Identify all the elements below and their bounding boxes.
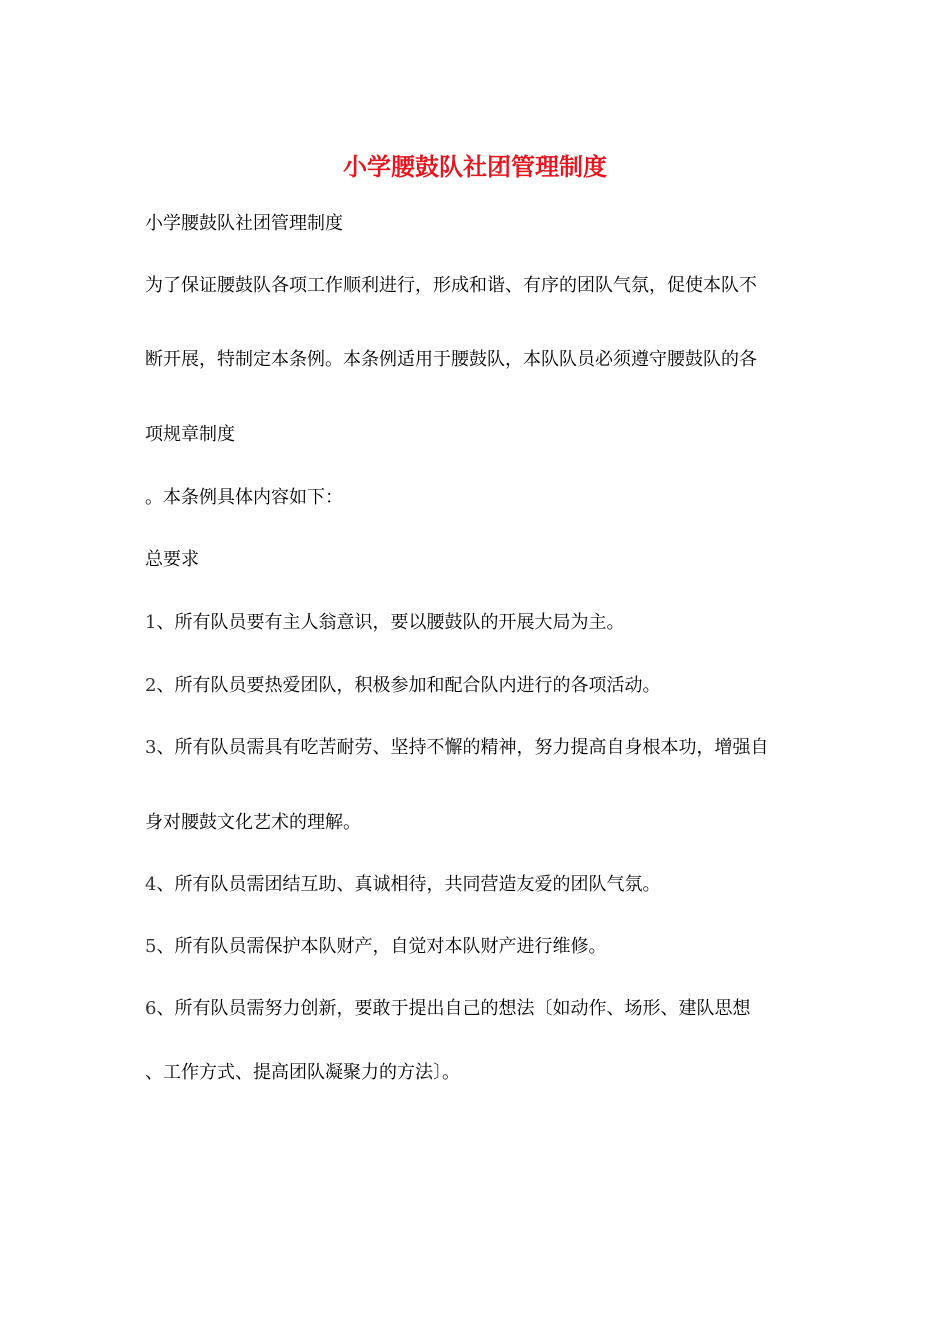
rule-text: 所有队员需具有吃苦耐劳、坚持不懈的精神，努力提高自身根本功，增强自 [174, 737, 769, 758]
rule-item-3 [145, 735, 825, 761]
rule-text: 所有队员需团结互助、真诚相待，共同营造友爱的团队气氛。 [174, 874, 661, 895]
rule-text: 所有队员需保护本队财产，自觉对本队财产进行维修。 [174, 936, 607, 957]
rule-separator: 、 [156, 612, 175, 633]
section-heading: 总要求 [145, 549, 199, 570]
rule-number: 3 [145, 737, 157, 758]
subtitle-line: 小学腰鼓队社团管理制度 [145, 213, 343, 234]
rule-item-3-continuation: 身对腰鼓文化艺术的理解。 [145, 812, 361, 833]
rule-separator: 、 [156, 675, 175, 696]
document-title: 小学腰鼓队社团管理制度 [343, 152, 607, 181]
rule-text: 所有队员需努力创新，要敢于提出自己的想法〔如动作、场形、建队思想 [174, 998, 751, 1019]
rule-number: 5 [145, 936, 157, 957]
intro-line-4: 。本条例具体内容如下： [145, 487, 343, 508]
rule-text: 所有队员要热爱团队，积极参加和配合队内进行的各项活动。 [174, 675, 661, 696]
rule-number: 4 [145, 874, 157, 895]
rule-separator: 、 [156, 936, 175, 957]
rule-item-5 [145, 934, 825, 960]
rule-item-1 [145, 610, 825, 636]
intro-line-2: 断开展，特制定本条例。本条例适用于腰鼓队，本队队员必须遵守腰鼓队的各 [145, 349, 757, 370]
rule-number: 2 [145, 675, 157, 696]
rule-item-2 [145, 673, 825, 699]
rule-number: 1 [145, 612, 157, 633]
rule-separator: 、 [156, 737, 175, 758]
rule-text: 所有队员要有主人翁意识，要以腰鼓队的开展大局为主。 [174, 612, 625, 633]
rule-separator: 、 [156, 874, 175, 895]
rule-separator: 、 [156, 998, 175, 1019]
rule-number: 6 [145, 998, 157, 1019]
rule-item-6 [145, 996, 825, 1022]
rule-item-4 [145, 872, 825, 898]
rule-item-6-continuation: 、工作方式、提高团队凝聚力的方法〕。 [145, 1062, 460, 1083]
intro-line-3: 项规章制度 [145, 424, 235, 445]
intro-line-1: 为了保证腰鼓队各项工作顺利进行，形成和谐、有序的团队气氛，促使本队不 [145, 275, 757, 296]
